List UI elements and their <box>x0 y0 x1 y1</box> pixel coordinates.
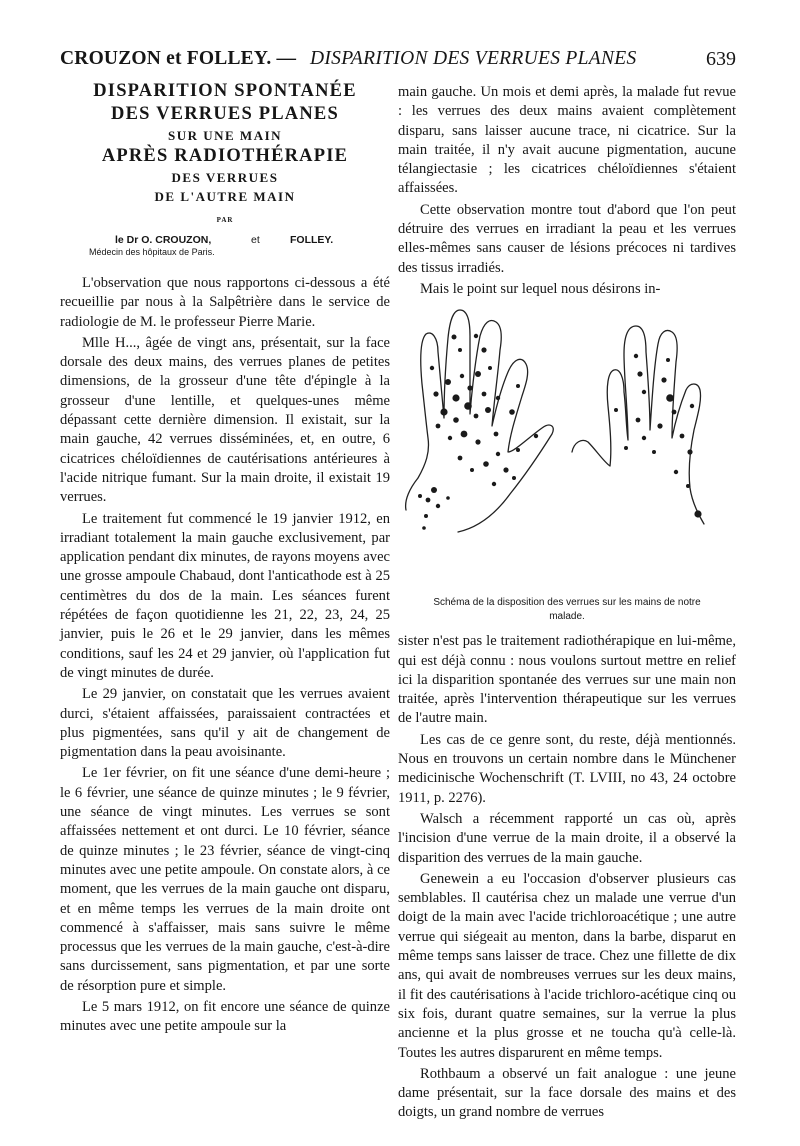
paragraph-patient: Mlle H..., âgée de vingt ans, présentait, sur la face dorsale des deux mains, des verrues planes de petites dimensions, de la grosseur d'une tête d'épingle à la grosseur d'une lentille, et quelques-unes même dépassant cette dernière dimension. Il existait, sur la main gauche, 42 verrues disséminées, et, en outre, 6 cicatrices chéloïdiennes de cautérisations antérieures à l'acide nitrique fumant. Sur la main droite, il existait 19 verrues. <box>60 334 390 506</box>
hands-illustration <box>398 302 736 594</box>
hands-diagram <box>398 302 736 594</box>
paragraph-walsch: Walsch a récemment rapporté un cas où, après l'incision d'une verrue de la main droite, il a observé la disparition des verrues de la main gauche. <box>398 810 736 866</box>
author-affiliation: Médecin des hôpitaux de Paris. <box>89 247 215 257</box>
par-label: PAR <box>216 216 234 224</box>
title-line-3: SUR UNE MAIN <box>167 128 283 143</box>
running-head-title: DISPARITION DES VERRUES PLANES <box>310 48 637 69</box>
page-number: 639 <box>706 48 736 70</box>
author-crouzon: le Dr O. CROUZON, <box>115 234 212 246</box>
title-line-1: DISPARITION SPONTANÉE <box>93 81 357 101</box>
figure-caption: Schéma de la disposition des verrues sur les mains de notre malade. <box>433 597 701 623</box>
paragraph-genewein: Genewein a eu l'occasion d'observer plusieurs cas semblables. Il cautérisa chez un malade une verrue d'un doigt de la main avec l'acide trichloroacétique ; une autre verrue qui siégeait au menton, dans la barbe, disparut en même temps sans laisser de trace. Chez une fillette de dix ans, qui avait de nombreuses verrues sur les deux mains, il fit des cautérisations à l'acide trichloro-acétique cinq ou six fois, durant quatre semaines, sur la verrue la plus ancienne et la plus grosse et ne toucha qu'à celle-là. Toutes les autres disparurent en même temps. <box>398 870 736 1061</box>
article-title <box>60 80 390 226</box>
byline <box>60 229 390 246</box>
title-line-5: DES VERRUES <box>171 170 279 185</box>
paragraph-insister: sister n'est pas le traitement radiothérapique en lui-même, qui est déjà connu : nous voulons surtout mettre en relief ici la disparition spontanée des verrues sur une main non traitée, après l'intervention thérapeutique sur les verrues de l'autre main. <box>398 633 736 727</box>
left-column <box>60 80 390 1037</box>
author-conjunction: et <box>251 234 260 246</box>
right-column <box>398 83 736 1123</box>
paragraph-5-mars: Le 5 mars 1912, on fit encore une séance de quinze minutes avec une petite ampoule sur la <box>60 998 390 1035</box>
paragraph-mais: Mais le point sur lequel nous désirons in- <box>420 280 661 297</box>
title-line-2: DES VERRUES PLANES <box>111 104 339 124</box>
paragraph-29-janvier: Le 29 janvier, on constatait que les verrues avaient durci, s'étaient affaissées, paraissaient contractées et plus pigmentées, sans qu'il y ait de changement de pigmentation dans la peau avoisinante. <box>60 686 390 761</box>
author-folley: FOLLEY. <box>290 234 334 246</box>
running-head-authors: CROUZON et FOLLEY. — <box>60 48 297 69</box>
paragraph-fevrier: Le 1er février, on fit une séance d'une demi-heure ; le 6 février, une séance de quinze minutes ; le 9 février, une séance de vingt minutes. Les verrues se sont affaissées nettement et ont durci. Le 10 février, séance de quinze minutes ; le 23 février, séance de vingt-cinq minutes avec une petite ampoule. On constate alors, à ce moment, que les verrues de la main gauche ont disparu, et en même temps les verrues de la main droite ont commencé à s'affaisser, mais sans suivre le même processus que les verrues de la main gauche, c'est-à-dire sans durcissement, sans pigmentation, et par une sorte de résorption pure et simple. <box>60 765 390 994</box>
paragraph-rothbaum: Rothbaum a observé un fait analogue : une jeune dame présentait, sur la face dorsale des mains et des doigts, un grand nombre de verrues <box>398 1065 736 1121</box>
paragraph-cas-genre: Les cas de ce genre sont, du reste, déjà mentionnés. Nous en trouvons un certain nombre dans le Münchener medicinische Wochenschrift (T. LVIII, no 43, 24 octobre 1911, p. 2276). <box>398 731 736 806</box>
paragraph-continuation: main gauche. Un mois et demi après, la malade fut revue : les verrues des deux mains avaient complètement disparu, sans laisser aucune trace, ni cicatrice. Sur la main traitée, il n'y avait aucune pigmentation, aucune télangiectasie ; les cicatrices chéloïdiennes s'étaient affaissées. <box>398 84 736 197</box>
paragraph-observation: Cette observation montre tout d'abord que l'on peut détruire des verrues en irradiant la peau et les verrues elles-mêmes sans causer de lésions précoces ni tardives des tissus irradiés. <box>398 201 736 276</box>
wart-marks <box>418 334 702 530</box>
paragraph-intro: L'observation que nous rapportons ci-dessous a été recueillie par nous à la Salpêtrière dans le service de radiologie de M. le professeur Pierre Marie. <box>60 275 390 330</box>
title-line-4: APRÈS RADIOTHÉRAPIE <box>101 146 349 166</box>
paragraph-treatment: Le traitement fut commencé le 19 janvier 1912, en irradiant totalement la main gauche exclusivement, par application pendant dix minutes, de rayons moyens avec une grosse ampoule Chabaud, dont l'anticathode est à 25 centimètres du dos de la main. Les séances furent répétées de façon quotidienne les 21, 22, 23, 24, 25 janvier, puis le 26 et le 29 janvier, dans les mêmes conditions, sauf les 24 et 29 janvier, où l'application fut de vingt minutes de durée. <box>60 510 390 681</box>
title-line-6: DE L'AUTRE MAIN <box>154 189 296 204</box>
running-head <box>60 48 736 76</box>
